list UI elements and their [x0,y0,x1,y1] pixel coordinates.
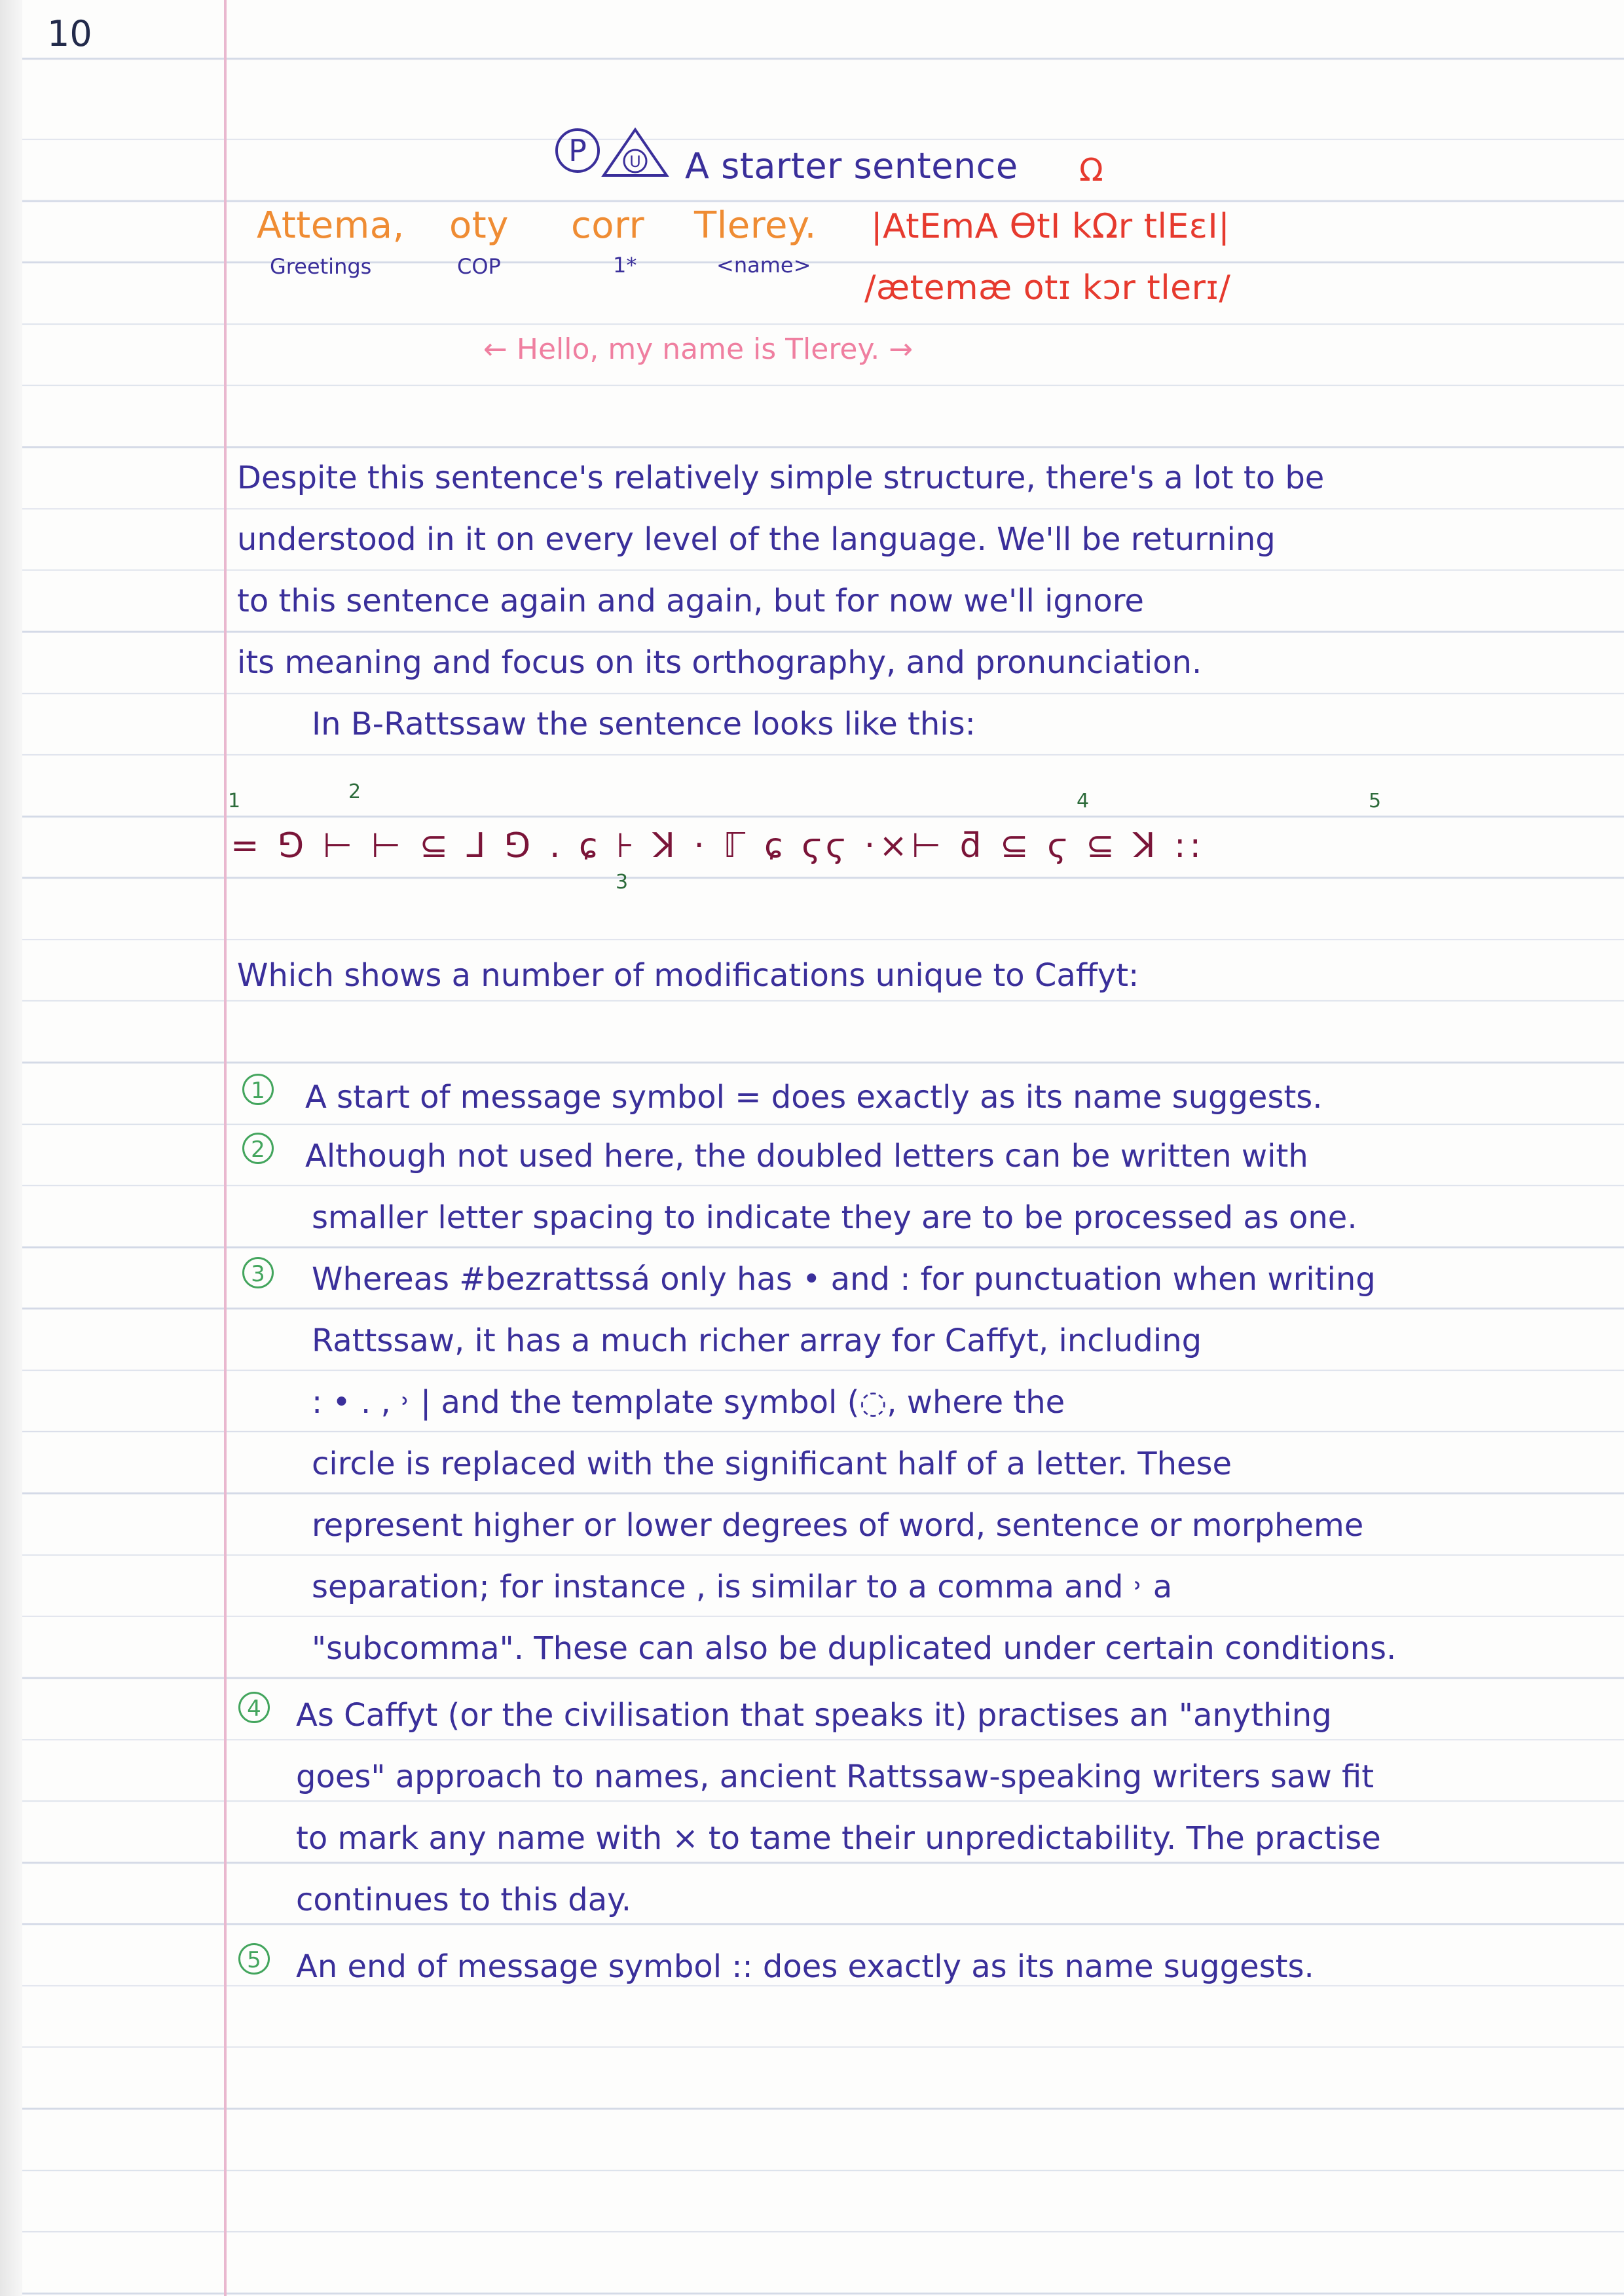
paragraph-line-indented: In B-Rattssaw the sentence looks like this: [312,706,976,742]
note-3-line: circle is replaced with the significant half of a letter. These [312,1446,1232,1482]
paragraph-line: its meaning and focus on its orthography, and pronunciation. [237,644,1202,681]
romanization: |AtEmA ϴtI kΩr tlEɛI| [871,207,1230,246]
note-number-5: 5 [238,1943,270,1975]
gloss-name: <name> [716,253,811,278]
translation: ← Hello, my name is Tlerey. → [483,333,913,366]
note-number-3: 3 [242,1257,274,1288]
note-3-line: separation; for instance , is similar to a comma and ˒ a [312,1569,1173,1605]
script-marker-5: 5 [1369,790,1382,812]
paragraph-line: understood in it on every level of the language. We'll be returning [237,521,1276,558]
intro-line: Which shows a number of modifications unique to Caffyt: [237,957,1139,994]
note-4-line: goes" approach to names, ancient Rattssaw-speaking writers saw fit [296,1758,1375,1795]
omega-note: Ω [1079,152,1103,189]
rattssaw-script-line: = ⅁ ⊢ ⊢ ⊆ ⅃ ⅁ . ɕ ⊦ ꓘ · ℾ ɕ ϛϛ ·×⊢ ƌ ⊆ ϛ ⊆ ꓘ :: [231,826,1206,866]
u-triangle-icon [601,127,669,178]
note-number-4: 4 [238,1692,270,1723]
word-attema: Attema, [257,204,405,247]
note-3-line: "subcomma". These can also be duplicated under certain conditions. [312,1630,1397,1667]
note-3-line: Rattssaw, it has a much richer array for Caffyt, including [312,1322,1202,1359]
margin-line [224,0,227,2296]
paragraph-line: to this sentence again and again, but for now we'll ignore [237,583,1144,619]
script-marker-4: 4 [1077,790,1090,812]
ipa-transcription: /ætemæ otɪ kɔr tlerɪ/ [864,268,1231,308]
note-3-line: represent higher or lower degrees of word, sentence or morpheme [312,1507,1364,1544]
script-marker-3: 3 [616,871,629,894]
word-oty: oty [449,204,509,247]
note-5-line: An end of message symbol :: does exactly as its name suggests. [296,1948,1314,1985]
note-number-1: 1 [242,1074,274,1105]
note-3-line: : • . , ˒ | and the template symbol (◌, where the [312,1384,1065,1421]
u-triangle-letter: U [629,153,641,171]
script-marker-1: 1 [228,790,241,812]
note-number-2: 2 [242,1133,274,1164]
note-4-line: As Caffyt (or the civilisation that speaks it) practises an "anything [296,1697,1332,1734]
gloss-cop: COP [457,254,501,279]
note-2-line: Although not used here, the doubled letters can be written with [305,1138,1308,1175]
word-corr: corr [571,204,645,247]
page-number: 10 [47,13,92,54]
gloss-first-person: 1* [613,253,637,278]
note-2-line: smaller letter spacing to indicate they are to be processed as one. [312,1199,1357,1236]
note-3-line: Whereas #bezrattssá only has • and : for punctuation when writing [312,1261,1376,1298]
script-marker-2: 2 [348,780,361,803]
note-1-line: A start of message symbol = does exactly as its name suggests. [305,1079,1323,1116]
paragraph-line: Despite this sentence's relatively simple structure, there's a lot to be [237,460,1325,496]
gloss-greetings: Greetings [270,254,372,279]
p-circle-icon: P [555,128,600,173]
word-tlerey: Tlerey. [694,204,817,247]
page-edge [0,0,22,2296]
note-4-line: to mark any name with × to tame their unpredictability. The practise [296,1820,1381,1857]
note-4-line: continues to this day. [296,1882,631,1918]
page-title: A starter sentence [685,145,1018,187]
